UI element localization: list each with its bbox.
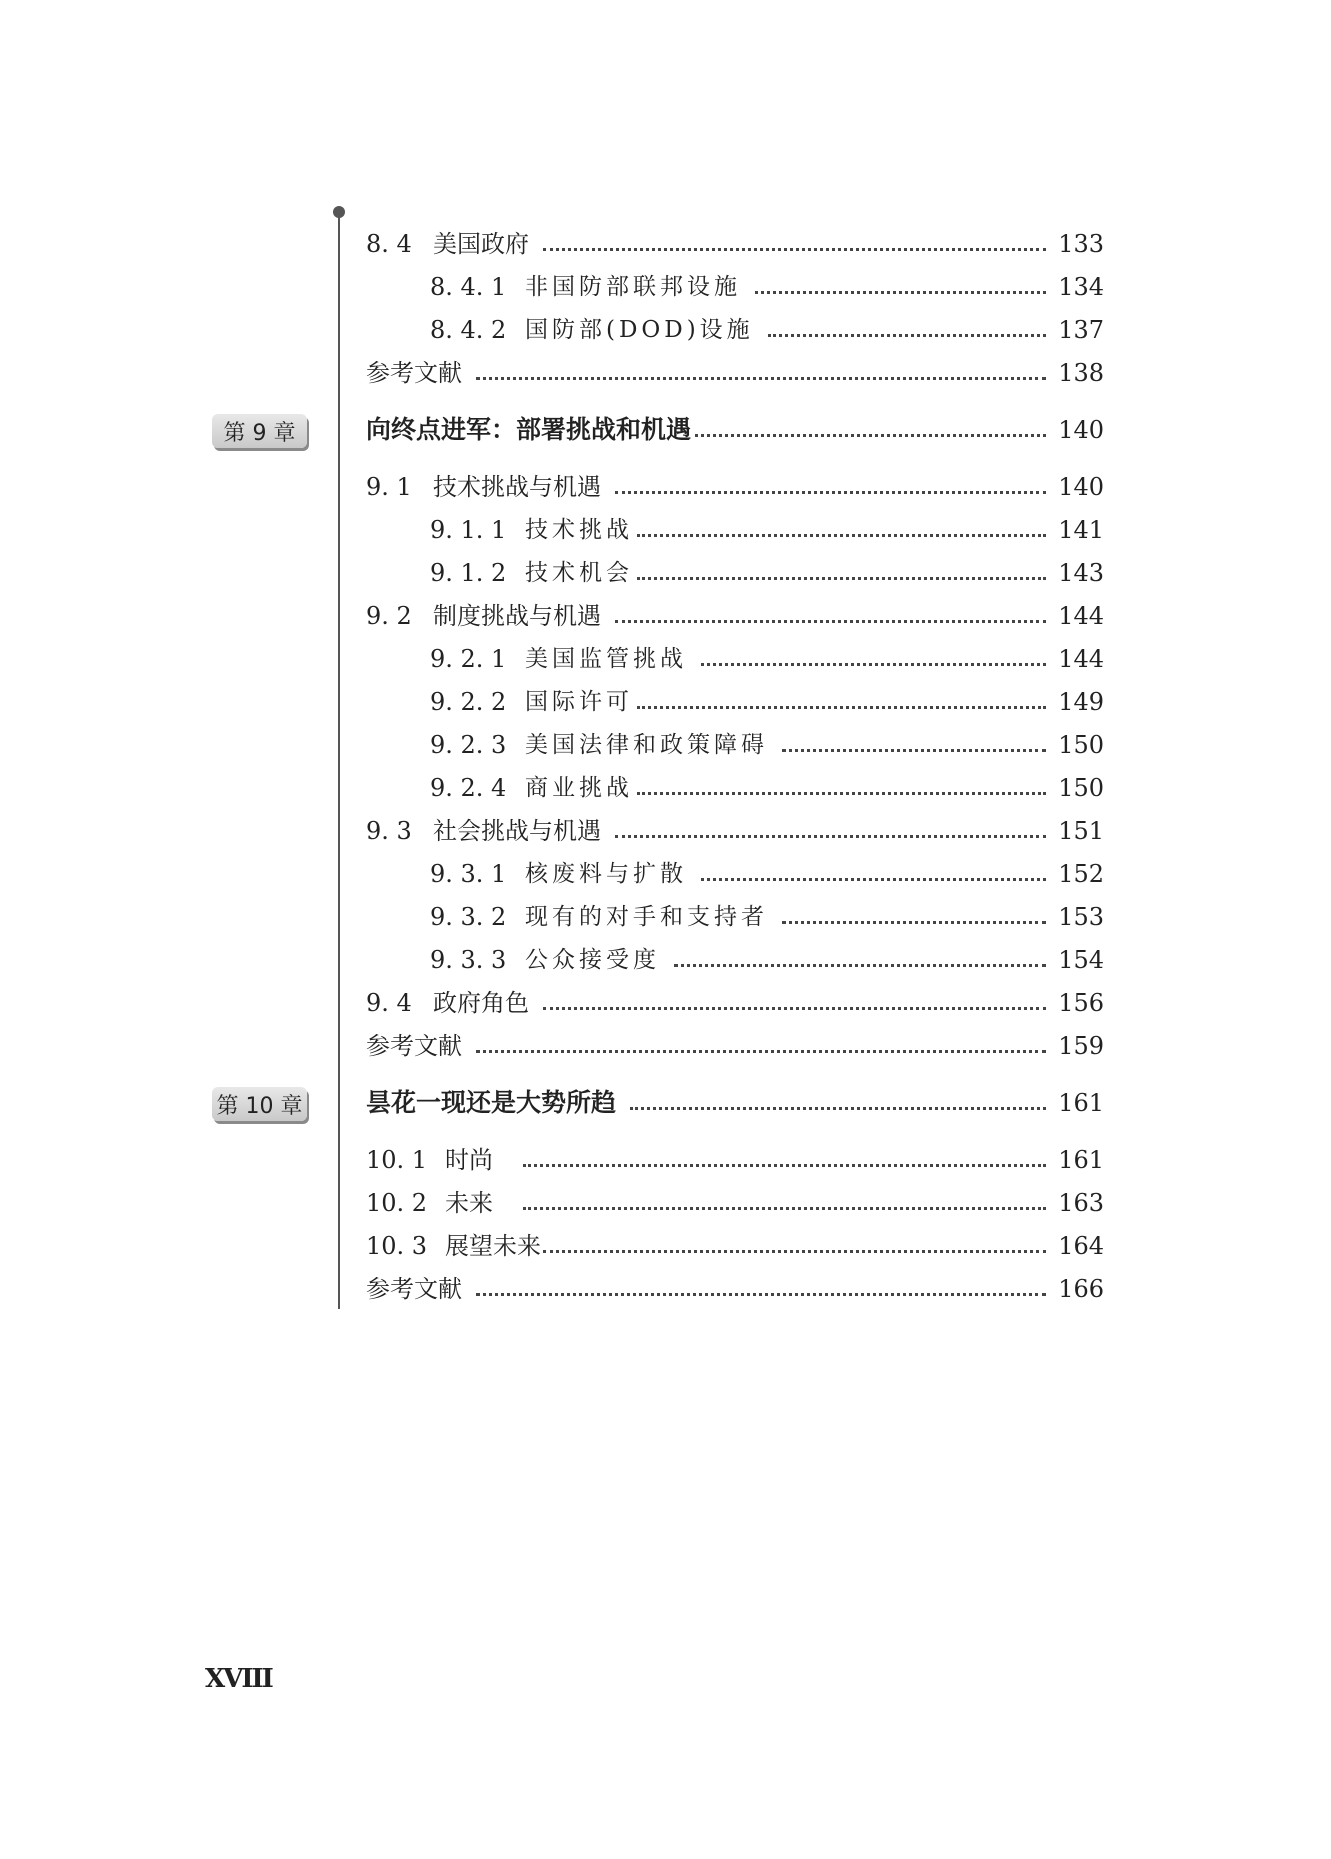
entry-number: 9. 2 (366, 602, 412, 630)
entry-number: 10. 2 (366, 1189, 428, 1217)
entry-page: 138 (1058, 359, 1104, 387)
entry-number: 10. 1 (366, 1146, 428, 1174)
entry-title: 核废料与扩散 (525, 861, 687, 887)
chapter-title: 向终点进军：部署挑战和机遇 (366, 415, 692, 444)
dot-leader (637, 792, 1046, 795)
entry-title: 参考文献 (366, 359, 462, 387)
dot-leader (543, 248, 1046, 251)
entry-number: 9. 1 (366, 473, 412, 501)
dot-leader (523, 1164, 1046, 1167)
entry-number: 9. 2. 3 (430, 731, 507, 759)
entry-page: 144 (1058, 602, 1104, 630)
entry-page: 161 (1058, 1146, 1104, 1174)
dot-leader (543, 1007, 1046, 1010)
entry-title: 未来 (445, 1189, 493, 1217)
toc-entry-9-2[interactable] (366, 599, 1104, 633)
toc-entry-9-1-2[interactable] (430, 556, 1104, 590)
chapter-title: 昙花一现还是大势所趋 (366, 1088, 617, 1117)
entry-page: 152 (1058, 860, 1104, 888)
toc-entry-10-1[interactable] (366, 1143, 1104, 1177)
toc-entry-9-1-1[interactable] (430, 513, 1104, 547)
entry-number: 9. 2. 4 (430, 774, 507, 802)
entry-number: 8. 4 (366, 230, 412, 258)
toc-entry-8-4-1[interactable] (430, 270, 1104, 304)
entry-number: 9. 3. 2 (430, 903, 507, 931)
dot-leader (695, 434, 1046, 437)
entry-title: 公众接受度 (525, 947, 660, 973)
dot-leader (782, 749, 1046, 752)
entry-title: 国防部(DOD)设施 (525, 317, 754, 343)
entry-number: 9. 3. 1 (430, 860, 507, 888)
toc-entry-9-3-1[interactable] (430, 857, 1104, 891)
entry-title: 美国政府 (433, 230, 529, 258)
entry-page: 144 (1058, 645, 1104, 673)
entry-title: 商业挑战 (525, 775, 633, 801)
toc-entry-references[interactable] (366, 356, 1104, 390)
chapter-badge: 第 10 章 (212, 1087, 307, 1121)
entry-page: 164 (1058, 1232, 1104, 1260)
dot-leader (755, 291, 1046, 294)
dot-leader (615, 620, 1046, 623)
entry-page: 134 (1058, 273, 1104, 301)
dot-leader (615, 835, 1046, 838)
entry-page: 150 (1058, 731, 1104, 759)
dot-leader (701, 878, 1046, 881)
entry-page: 151 (1058, 817, 1104, 845)
toc-entry-9-2-2[interactable] (430, 685, 1104, 719)
entry-page: 153 (1058, 903, 1104, 931)
entry-number: 9. 1. 2 (430, 559, 507, 587)
entry-page: 163 (1058, 1189, 1104, 1217)
entry-number: 9. 4 (366, 989, 412, 1017)
entry-title: 技术挑战 (525, 517, 633, 543)
entry-page: 159 (1058, 1032, 1104, 1060)
entry-page: 140 (1058, 473, 1104, 501)
entry-page: 166 (1058, 1275, 1104, 1303)
entry-title: 社会挑战与机遇 (433, 817, 601, 845)
entry-title: 展望未来 (445, 1232, 541, 1260)
entry-number: 10. 3 (366, 1232, 428, 1260)
toc-entry-references[interactable] (366, 1272, 1104, 1306)
toc-entry-9-2-1[interactable] (430, 642, 1104, 676)
toc-chapter-10[interactable] (366, 1086, 1104, 1120)
entry-title: 国际许可 (525, 689, 633, 715)
dot-leader (782, 921, 1046, 924)
entry-number: 9. 1. 1 (430, 516, 507, 544)
toc-entry-10-2[interactable] (366, 1186, 1104, 1220)
dot-leader (637, 706, 1046, 709)
entry-number: 9. 3 (366, 817, 412, 845)
entry-number: 8. 4. 1 (430, 273, 507, 301)
entry-title: 参考文献 (366, 1275, 462, 1303)
entry-page: 141 (1058, 516, 1104, 544)
entry-title: 非国防部联邦设施 (525, 274, 741, 300)
dot-leader (615, 491, 1046, 494)
entry-page: 149 (1058, 688, 1104, 716)
entry-title: 技术机会 (525, 560, 633, 586)
dot-leader (701, 663, 1046, 666)
entry-title: 政府角色 (433, 989, 529, 1017)
dot-leader (523, 1207, 1046, 1210)
dot-leader (768, 334, 1046, 337)
entry-number: 8. 4. 2 (430, 316, 507, 344)
chapter-page: 140 (1058, 416, 1104, 444)
entry-page: 150 (1058, 774, 1104, 802)
toc-entry-8-4-2[interactable] (430, 313, 1104, 347)
entry-number: 9. 2. 1 (430, 645, 507, 673)
toc-entry-9-3-2[interactable] (430, 900, 1104, 934)
entry-title: 美国法律和政策障碍 (525, 732, 768, 758)
entry-title: 美国监管挑战 (525, 646, 687, 672)
entry-page: 133 (1058, 230, 1104, 258)
entry-title: 制度挑战与机遇 (433, 602, 601, 630)
entry-title: 时尚 (445, 1146, 493, 1174)
dot-leader (637, 577, 1046, 580)
entry-number: 9. 3. 3 (430, 946, 507, 974)
entry-number: 9. 2. 2 (430, 688, 507, 716)
dot-leader (476, 1050, 1046, 1053)
toc-entry-9-1[interactable] (366, 470, 1104, 504)
page-number: XVIII (205, 1664, 272, 1694)
toc-entry-9-4[interactable] (366, 986, 1104, 1020)
toc-entry-10-3[interactable] (366, 1229, 1104, 1263)
entry-page: 143 (1058, 559, 1104, 587)
dot-leader (674, 964, 1046, 967)
dot-leader (476, 377, 1046, 380)
entry-page: 156 (1058, 989, 1104, 1017)
entry-title: 现有的对手和支持者 (525, 904, 768, 930)
chapter-page: 161 (1058, 1089, 1104, 1117)
chapter-badge: 第 9 章 (212, 414, 307, 448)
toc-chapter-9[interactable] (366, 413, 1104, 447)
toc-entry-9-2-3[interactable] (430, 728, 1104, 762)
toc-entry-9-3[interactable] (366, 814, 1104, 848)
toc-entry-9-3-3[interactable] (430, 943, 1104, 977)
toc-entry-8-4[interactable] (366, 227, 1104, 261)
toc-entry-9-2-4[interactable] (430, 771, 1104, 805)
entry-title: 技术挑战与机遇 (433, 473, 601, 501)
dot-leader (637, 534, 1046, 537)
dot-leader (476, 1293, 1046, 1296)
dot-leader (630, 1107, 1046, 1110)
entry-page: 137 (1058, 316, 1104, 344)
entry-title: 参考文献 (366, 1032, 462, 1060)
entry-page: 154 (1058, 946, 1104, 974)
dot-leader (543, 1250, 1046, 1253)
toc-entry-references[interactable] (366, 1029, 1104, 1063)
